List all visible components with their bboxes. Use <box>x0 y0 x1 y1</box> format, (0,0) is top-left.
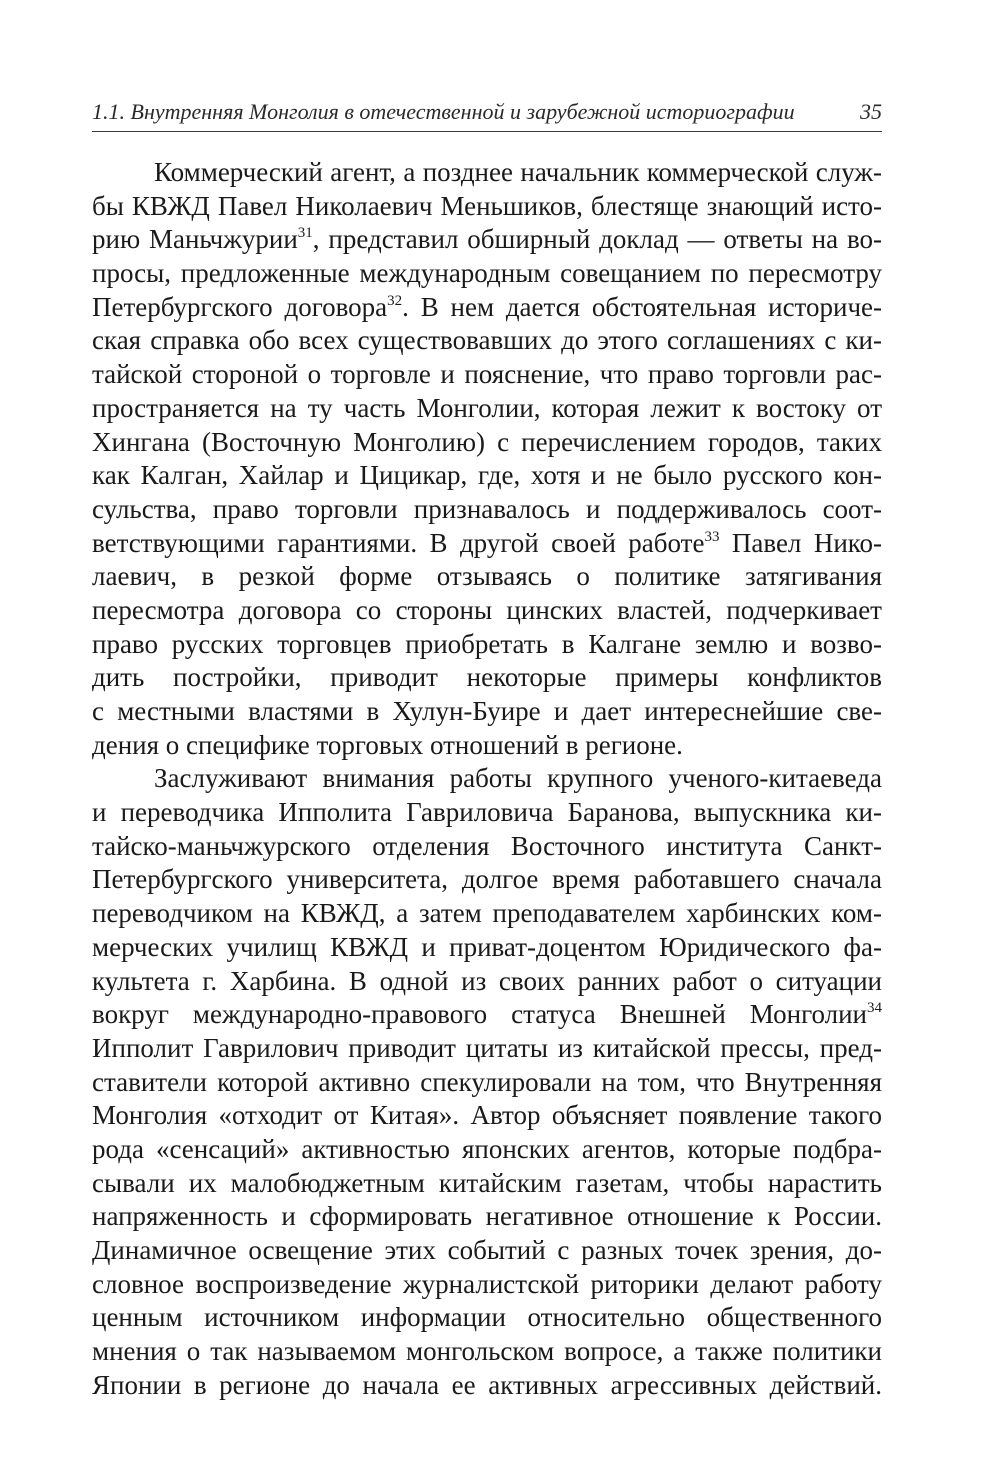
text-line <box>92 1234 882 1268</box>
footnote-ref: 33 <box>704 528 720 545</box>
text-run: ветствующими гарантиями. В другой своей работе <box>92 527 705 558</box>
text-run: как Калган, Хайлар и Цицикар, где, хотя и не было русского кон- <box>92 460 882 491</box>
text-line <box>92 1133 882 1167</box>
text-line <box>92 695 882 729</box>
text-line <box>92 426 882 460</box>
text-run: переводчиком на КВЖД, а затем преподавателем харбинских ком- <box>92 898 882 929</box>
text-line <box>92 257 882 291</box>
text-run: мнения о так называемом монгольском вопросе, а также политики <box>92 1336 882 1367</box>
text-run: Динамичное освещение этих событий с разных точек зрения, до- <box>92 1235 882 1265</box>
text-run: и переводчика Ипполита Гавриловича Баранова, выпускника ки- <box>92 797 882 828</box>
text-line <box>92 965 882 999</box>
text-run: Заслуживают внимания работы крупного ученого-китаеведа <box>154 763 882 794</box>
text-line <box>92 897 882 931</box>
text-run: рода «сенсаций» активностью японских агентов, которые подбра- <box>92 1133 882 1164</box>
text-line <box>92 459 882 493</box>
text-run: мерческих училищ КВЖД и приват-доцентом Юридического фа- <box>92 931 882 962</box>
text-line <box>92 762 882 796</box>
header-rule <box>92 131 882 132</box>
paragraph <box>92 762 882 1402</box>
text-run: вокруг международно-правового статуса Внешней Монголии <box>92 999 867 1030</box>
text-line <box>92 1369 882 1403</box>
footnote-ref: 32 <box>387 292 403 309</box>
text-line <box>92 560 882 594</box>
text-run: с местными властями в Хулун-Буире и дает интереснейшие све- <box>92 696 882 726</box>
text-run: напряженность и сформировать негативное отношение к России. <box>92 1201 882 1232</box>
text-run: . В нем дается обстоятельная историче- <box>402 291 882 322</box>
text-line <box>92 324 882 358</box>
text-line <box>92 392 882 426</box>
text-run: Коммерческий агент, а позднее начальник коммерческой служ- <box>154 157 882 187</box>
text-run: Петербургского договора <box>92 291 388 322</box>
text-run: культета г. Харбина. В одной из своих ранних работ о ситуации <box>92 965 882 996</box>
text-run: сульства, право торговли признавалось и поддерживалось соот- <box>92 493 882 524</box>
text-run: Хингана (Восточную Монголию) с перечислением городов, таких <box>92 426 882 457</box>
footnote-ref: 34 <box>867 1000 882 1017</box>
text-run: рию Маньчжурии <box>92 224 298 255</box>
text-line <box>92 1301 882 1335</box>
text-line <box>92 998 882 1032</box>
text-line <box>92 1066 882 1100</box>
page-number: 35 <box>860 99 882 124</box>
text-run: дить постройки, приводит некоторые примеры конфликтов <box>92 662 882 693</box>
text-line <box>92 223 882 257</box>
text-line <box>92 796 882 830</box>
text-run: сывали их малобюджетным китайским газетам, чтобы нарастить <box>92 1167 882 1198</box>
text-line <box>92 1099 882 1133</box>
text-line <box>92 1167 882 1201</box>
text-line <box>92 1200 882 1234</box>
text-run: словное воспроизведение журналистской риторики делают работу <box>92 1268 882 1299</box>
text-run: дения о специфике торговых отношений в регионе. <box>92 729 683 760</box>
text-run: ская справка обо всех существовавших до этого соглашениях с ки- <box>92 325 882 356</box>
text-run: ценным источником информации относительно общественного <box>92 1302 882 1333</box>
text-run: Павел Нико- <box>719 527 882 558</box>
text-line <box>92 628 882 662</box>
footnote-ref: 31 <box>297 225 313 242</box>
running-head <box>92 94 882 130</box>
text-run: тайской стороной о торговле и пояснение, что право торговли рас- <box>92 359 882 390</box>
text-run: просы, предложенные международным совещанием по пересмотру <box>92 258 882 289</box>
text-run: Японии в регионе до начала ее активных агрессивных действий. <box>92 1369 882 1400</box>
text-run: право русских торговцев приобретать в Калгане землю и возво- <box>92 628 882 659</box>
text-line <box>92 358 882 392</box>
text-line <box>92 1032 882 1066</box>
text-line <box>92 291 882 325</box>
text-run: бы КВЖД Павел Николаевич Меньшиков, блестяще знающий исто- <box>92 190 882 221</box>
text-line <box>92 931 882 965</box>
text-run: пересмотра договора со стороны цинских властей, подчеркивает <box>92 594 882 625</box>
text-line <box>92 1268 882 1302</box>
text-run: ставители которой активно спекулировали на том, что Внутренняя <box>92 1066 882 1097</box>
body-text <box>92 156 882 1402</box>
running-head-title: 1.1. Внутренняя Монголия в отечественной и зарубежной историографии <box>92 99 795 124</box>
text-run: тайско-маньчжурского отделения Восточного института Санкт- <box>92 830 882 861</box>
text-line <box>92 493 882 527</box>
text-run: Монголия «отходит от Китая». Автор объясняет появление такого <box>92 1100 882 1131</box>
text-run: лаевич, в резкой форме отзываясь о политике затягивания <box>92 561 882 592</box>
text-line <box>92 729 882 763</box>
text-run: Ипполит Гаврилович приводит цитаты из китайской прессы, пред- <box>92 1032 882 1063</box>
text-line <box>92 863 882 897</box>
text-run: пространяется на ту часть Монголии, которая лежит к востоку от <box>92 392 882 423</box>
text-run: Петербургского университета, долгое время работавшего сначала <box>92 864 882 895</box>
text-line <box>92 190 882 224</box>
paragraph <box>92 156 882 762</box>
text-line <box>92 594 882 628</box>
text-line <box>92 156 882 190</box>
text-run: , представил обширный доклад — ответы на во- <box>312 224 882 255</box>
text-line <box>92 1335 882 1369</box>
text-line <box>92 527 882 561</box>
text-line <box>92 661 882 695</box>
text-line <box>92 830 882 864</box>
